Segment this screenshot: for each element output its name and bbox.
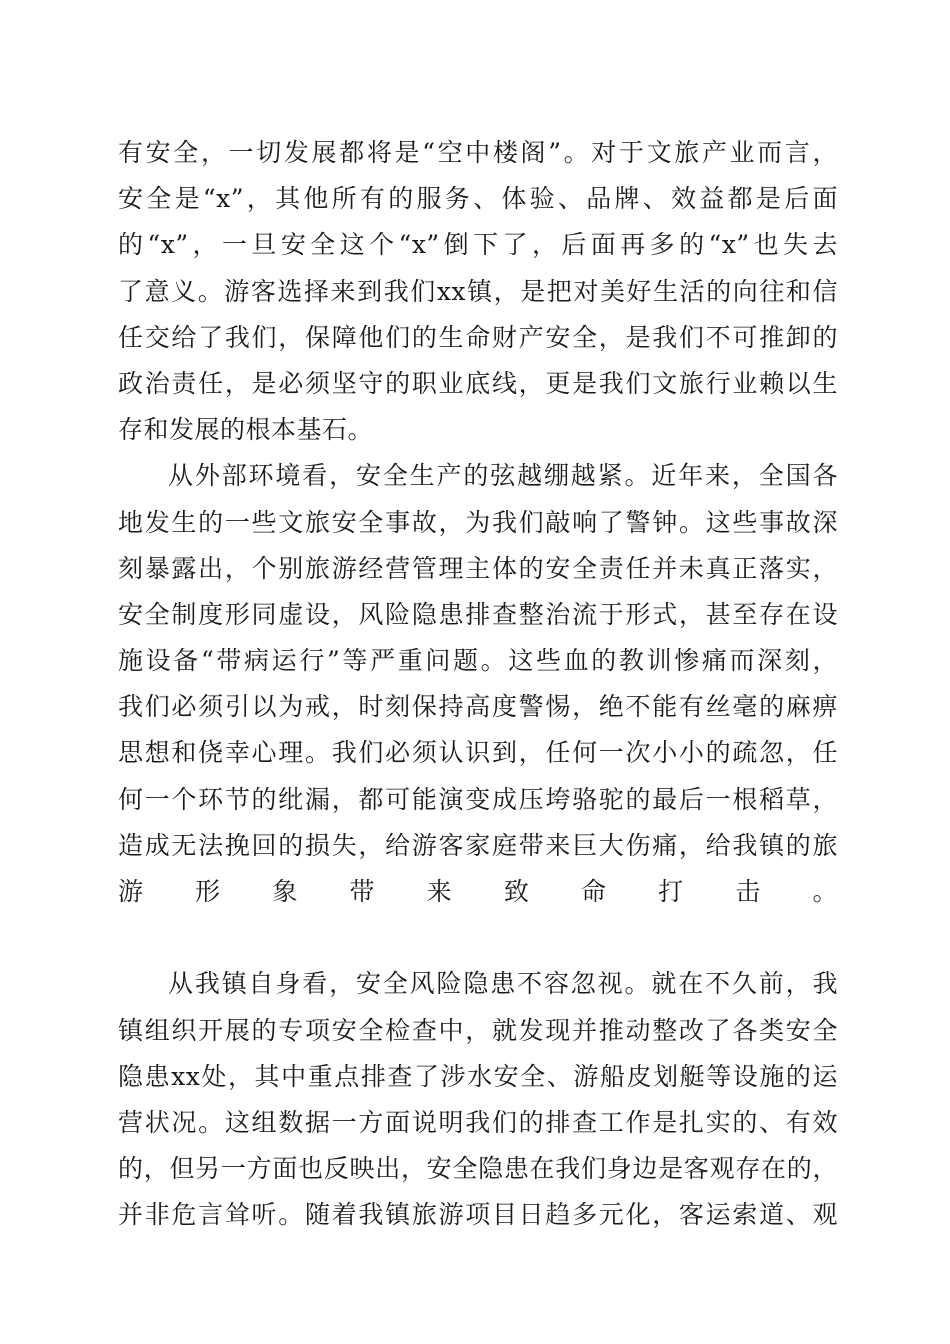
text-line — [118, 915, 838, 961]
text-line: 何一个环节的纰漏，都可能演变成压垮骆驼的最后一根稻草， — [118, 784, 838, 814]
text-line: 从外部环境看，安全生产的弦越绷越紧。近年来，全国各 — [168, 461, 838, 491]
text-line: 有安全，一切发展都将是“空中楼阁”。对于文旅产业而言， — [118, 138, 838, 167]
paragraph-3 — [118, 961, 838, 1238]
text-line: 刻暴露出，个别旅游经营管理主体的安全责任并未真正落实， — [118, 553, 838, 583]
text-line: 营状况。这组数据一方面说明我们的排查工作是扎实的、有效 — [118, 1107, 838, 1137]
text-line: 安全制度形同虚设，风险隐患排查整治流于形式，甚至存在设 — [118, 599, 838, 629]
paragraph-2 — [118, 453, 838, 961]
text-line: 隐患xx处，其中重点排查了涉水安全、游船皮划艇等设施的运 — [118, 1061, 838, 1091]
text-line: 安全是“x”，其他所有的服务、体验、品牌、效益都是后面 — [118, 184, 838, 214]
text-line: 我们必须引以为戒，时刻保持高度警惕，绝不能有丝毫的麻痹 — [118, 692, 838, 722]
text-line: 从我镇自身看，安全风险隐患不容忽视。就在不久前，我 — [168, 969, 838, 999]
document-body — [118, 130, 838, 1239]
text-line: 思想和侥幸心理。我们必须认识到，任何一次小小的疏忽，任 — [118, 738, 838, 768]
text-line: 游形象带来致命打击。 — [118, 877, 838, 906]
text-line: 了意义。游客选择来到我们xx镇，是把对美好生活的向往和信 — [118, 276, 838, 306]
text-line: 任交给了我们，保障他们的生命财产安全，是我们不可推卸的 — [118, 322, 838, 352]
text-line: 的，但另一方面也反映出，安全隐患在我们身边是客观存在的， — [118, 1154, 838, 1184]
text-line: 的“x”，一旦安全这个“x”倒下了，后面再多的“x”也失去 — [118, 230, 838, 260]
text-line: 施设备“带病运行”等严重问题。这些血的教训惨痛而深刻， — [118, 646, 838, 676]
text-line: 地发生的一些文旅安全事故，为我们敲响了警钟。这些事故深 — [118, 507, 838, 537]
paragraph-1 — [118, 130, 838, 453]
text-line: 政治责任，是必须坚守的职业底线，更是我们文旅行业赖以生 — [118, 368, 838, 398]
text-line: 造成无法挽回的损失，给游客家庭带来巨大伤痛，给我镇的旅 — [118, 830, 838, 860]
text-line: 存和发展的根本基石。 — [118, 415, 374, 445]
text-line: 镇组织开展的专项安全检查中，就发现并推动整改了各类安全 — [118, 1015, 838, 1045]
text-line: 并非危言耸听。随着我镇旅游项目日趋多元化，客运索道、观 — [118, 1200, 838, 1230]
